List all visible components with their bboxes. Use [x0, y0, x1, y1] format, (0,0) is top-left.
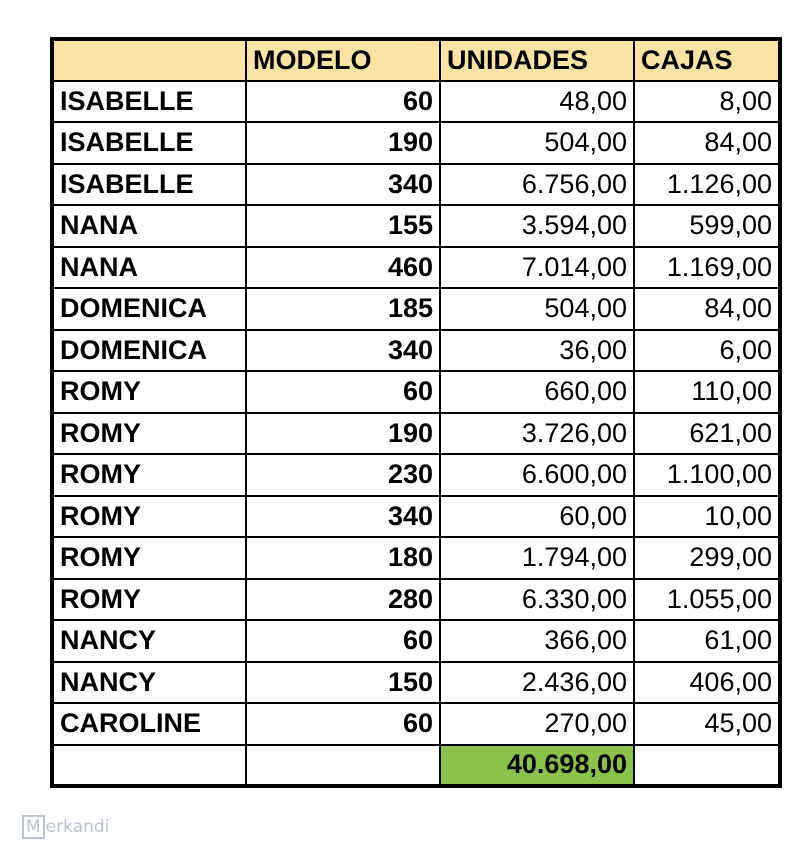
cell-unidades: 3.594,00 — [440, 205, 634, 247]
cell-modelo: 185 — [246, 288, 440, 330]
header-cell-modelo: MODELO — [246, 39, 440, 81]
cell-name: ROMY — [52, 413, 246, 455]
cell-cajas: 1.126,00 — [634, 164, 780, 206]
cell-name: ROMY — [52, 537, 246, 579]
cell-modelo: 180 — [246, 537, 440, 579]
table-row — [52, 81, 780, 123]
cell-cajas: 6,00 — [634, 330, 780, 372]
cell-unidades: 6.600,00 — [440, 454, 634, 496]
cell-name: ISABELLE — [52, 122, 246, 164]
cell-unidades: 6.330,00 — [440, 579, 634, 621]
cell-name: ROMY — [52, 454, 246, 496]
cell-cajas: 406,00 — [634, 662, 780, 704]
cell-name: ROMY — [52, 579, 246, 621]
cell-unidades: 504,00 — [440, 122, 634, 164]
table-row — [52, 164, 780, 206]
cell-cajas: 84,00 — [634, 122, 780, 164]
cell-modelo: 340 — [246, 496, 440, 538]
header-cell-cajas: CAJAS — [634, 39, 780, 81]
cell-name: NANA — [52, 247, 246, 289]
spreadsheet-table — [50, 37, 782, 788]
cell-name: ISABELLE — [52, 164, 246, 206]
cell-cajas: 1.169,00 — [634, 247, 780, 289]
cell-cajas: 61,00 — [634, 620, 780, 662]
cell-unidades: 366,00 — [440, 620, 634, 662]
header-cell-unidades: UNIDADES — [440, 39, 634, 81]
cell-unidades: 6.756,00 — [440, 164, 634, 206]
table-row — [52, 122, 780, 164]
cell-modelo: 340 — [246, 330, 440, 372]
cell-name: CAROLINE — [52, 703, 246, 745]
table-row — [52, 205, 780, 247]
watermark-logo-letter: M — [22, 815, 45, 839]
table-row — [52, 330, 780, 372]
cell-unidades: 2.436,00 — [440, 662, 634, 704]
table-row — [52, 537, 780, 579]
cell-name: DOMENICA — [52, 330, 246, 372]
table-row — [52, 579, 780, 621]
cell-cajas: 599,00 — [634, 205, 780, 247]
cell-unidades: 7.014,00 — [440, 247, 634, 289]
watermark-text: erkandi — [45, 817, 110, 837]
cell-unidades: 1.794,00 — [440, 537, 634, 579]
cell-modelo: 155 — [246, 205, 440, 247]
cell-name: NANCY — [52, 662, 246, 704]
table-row — [52, 247, 780, 289]
cell-name: NANA — [52, 205, 246, 247]
total-row — [52, 745, 780, 787]
cell-cajas: 621,00 — [634, 413, 780, 455]
cell-name: ISABELLE — [52, 81, 246, 123]
total-empty-cell — [634, 745, 780, 787]
header-cell-name — [52, 39, 246, 81]
merkandi-watermark — [22, 815, 109, 839]
cell-cajas: 45,00 — [634, 703, 780, 745]
cell-unidades: 3.726,00 — [440, 413, 634, 455]
cell-modelo: 190 — [246, 122, 440, 164]
header-row — [52, 39, 780, 81]
table-row — [52, 371, 780, 413]
table-row — [52, 288, 780, 330]
cell-cajas: 1.100,00 — [634, 454, 780, 496]
table-row — [52, 703, 780, 745]
table-row — [52, 662, 780, 704]
cell-cajas: 8,00 — [634, 81, 780, 123]
cell-unidades: 504,00 — [440, 288, 634, 330]
cell-modelo: 190 — [246, 413, 440, 455]
cell-unidades: 60,00 — [440, 496, 634, 538]
total-empty-cell — [246, 745, 440, 787]
total-empty-cell — [52, 745, 246, 787]
cell-name: ROMY — [52, 371, 246, 413]
table-row — [52, 413, 780, 455]
table-row — [52, 454, 780, 496]
cell-name: ROMY — [52, 496, 246, 538]
cell-modelo: 60 — [246, 371, 440, 413]
cell-cajas: 299,00 — [634, 537, 780, 579]
cell-cajas: 84,00 — [634, 288, 780, 330]
cell-modelo: 60 — [246, 620, 440, 662]
cell-modelo: 60 — [246, 703, 440, 745]
cell-name: DOMENICA — [52, 288, 246, 330]
cell-modelo: 280 — [246, 579, 440, 621]
total-unidades-cell: 40.698,00 — [440, 745, 634, 787]
cell-modelo: 150 — [246, 662, 440, 704]
cell-modelo: 60 — [246, 81, 440, 123]
table-row — [52, 620, 780, 662]
cell-modelo: 230 — [246, 454, 440, 496]
table-row — [52, 496, 780, 538]
cell-cajas: 110,00 — [634, 371, 780, 413]
cell-modelo: 340 — [246, 164, 440, 206]
cell-modelo: 460 — [246, 247, 440, 289]
table-body — [52, 81, 780, 787]
cell-cajas: 10,00 — [634, 496, 780, 538]
cell-cajas: 1.055,00 — [634, 579, 780, 621]
cell-unidades: 48,00 — [440, 81, 634, 123]
cell-unidades: 660,00 — [440, 371, 634, 413]
cell-unidades: 36,00 — [440, 330, 634, 372]
cell-unidades: 270,00 — [440, 703, 634, 745]
cell-name: NANCY — [52, 620, 246, 662]
